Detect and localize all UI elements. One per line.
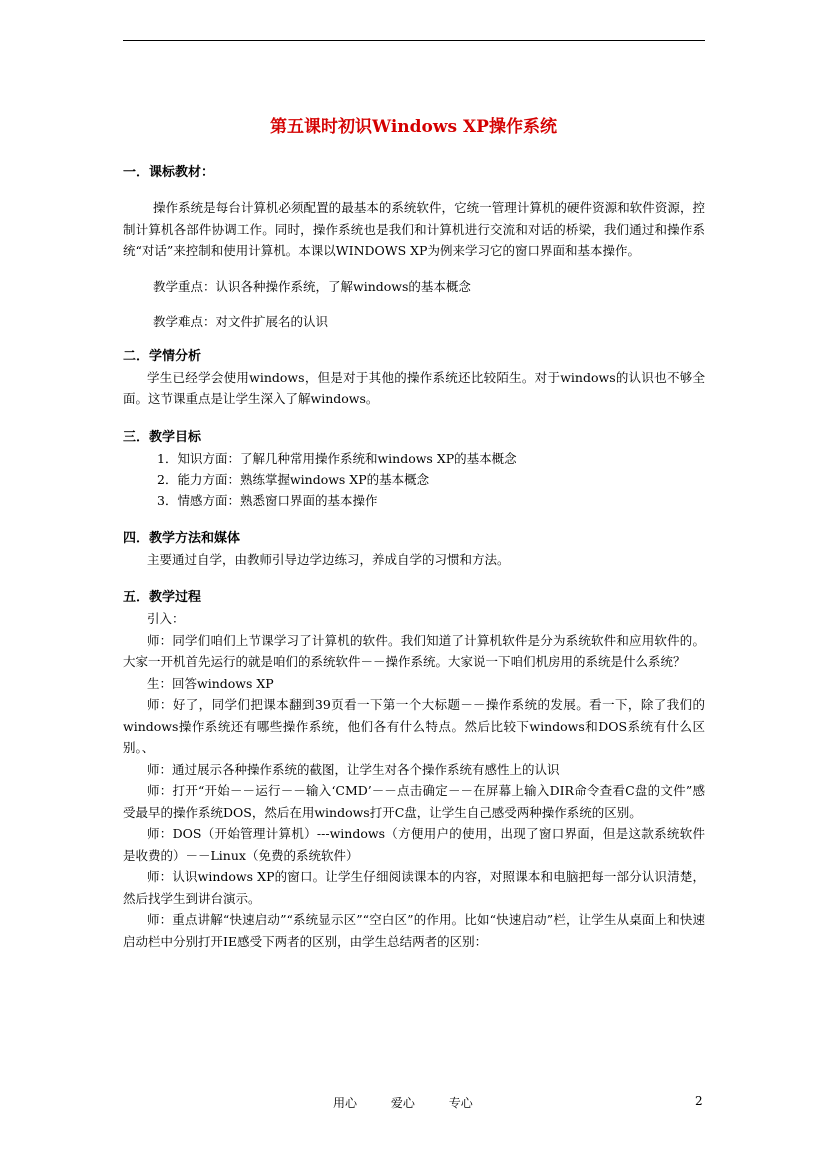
process-paragraph: 生：回答windows XP [147, 675, 274, 691]
process-paragraph: 师：重点讲解“快速启动”“系统显示区”“空白区”的作用。比如“快速启动”栏，让学生从桌面上和快速启动栏中分别打开IE感受下两者的区别，由学生总结两者的区别： [123, 912, 705, 949]
header-rule [123, 40, 705, 41]
intro-label: 引入： [147, 611, 185, 626]
process-paragraph: 师：好了，同学们把课本翻到39页看一下第一个大标题－－操作系统的发展。看一下，除了我们的windows操作系统还有哪些操作系统，他们各有什么特点。然后比较下windows和DOS系统有什么区别。、 [123, 697, 705, 755]
process-paragraph: 师：DOS（开始管理计算机）---windows（方便用户的使用，出现了窗口界面，但是这款系统软件是收费的）－－Linux（免费的系统软件） [123, 826, 705, 863]
objective-item: 1．知识方面：了解几种常用操作系统和windows XP的基本概念 [157, 450, 517, 466]
process-paragraph: 师：同学们咱们上节课学习了计算机的软件。我们知道了计算机软件是分为系统软件和应用软件的。大家一开机首先运行的就是咱们的系统软件－－操作系统。大家说一下咱们机房用的系统是什么系统？ [123, 632, 705, 669]
teaching-focus: 教学重点：认识各种操作系统，了解windows的基本概念 [153, 278, 471, 294]
section-2-paragraph: 学生已经学会使用windows，但是对于其他的操作系统还比较陌生。对于windows的认识也不够全面。这节课重点是让学生深入了解windows。 [123, 369, 705, 406]
section-1-paragraph: 操作系统是每台计算机必须配置的最基本的系统软件，它统一管理计算机的硬件资源和软件资源，控制计算机各部件协调工作。同时，操作系统也是我们和计算机进行交流和对话的桥梁，我们通过和操作系统“对话”来控制和使用计算机。本课以WINDOWS XP为例来学习它的窗口界面和基本操作。 [123, 200, 705, 258]
page-title: 第五课时初识Windows XP操作系统 [270, 117, 557, 137]
section-heading-5: 五．教学过程 [123, 590, 202, 605]
process-paragraph: 师：认识windows XP的窗口。让学生仔细阅读课本的内容，对照课本和电脑把每一部分认识清楚，然后找学生到讲台演示。 [123, 869, 705, 906]
footer-motto-item: 专心 [448, 1096, 473, 1110]
teaching-difficulty: 教学难点：对文件扩展名的认识 [153, 314, 329, 329]
section-heading-3: 三．教学目标 [123, 429, 202, 445]
page-number: 2 [695, 1094, 703, 1108]
section-heading-2: 二．学情分析 [123, 348, 202, 364]
section-heading-1: 一．课标教材： [123, 165, 215, 180]
objective-item: 3．情感方面：熟悉窗口界面的基本操作 [157, 492, 378, 508]
process-paragraph: 师：打开“开始－－运行－－输入‘CMD’－－点击确定－－在屏幕上输入DIR命令查看C盘的文件”感受最早的操作系统DOS，然后在用windows打开C盘，让学生自己感受两种操作系统的区别。 [123, 783, 705, 820]
section-4-paragraph: 主要通过自学，由教师引导边学边练习，养成自学的习惯和方法。 [147, 551, 510, 567]
footer-motto-item: 爱心 [390, 1096, 415, 1110]
footer-motto-item: 用心 [333, 1096, 358, 1110]
document-body [123, 163, 705, 952]
section-heading-4: 四．教学方法和媒体 [123, 530, 241, 546]
objective-item: 2．能力方面：熟练掌握windows XP的基本概念 [157, 471, 430, 487]
process-paragraph: 师：通过展示各种操作系统的截图，让学生对各个操作系统有感性上的认识 [147, 761, 560, 777]
footer-motto [333, 1094, 503, 1111]
